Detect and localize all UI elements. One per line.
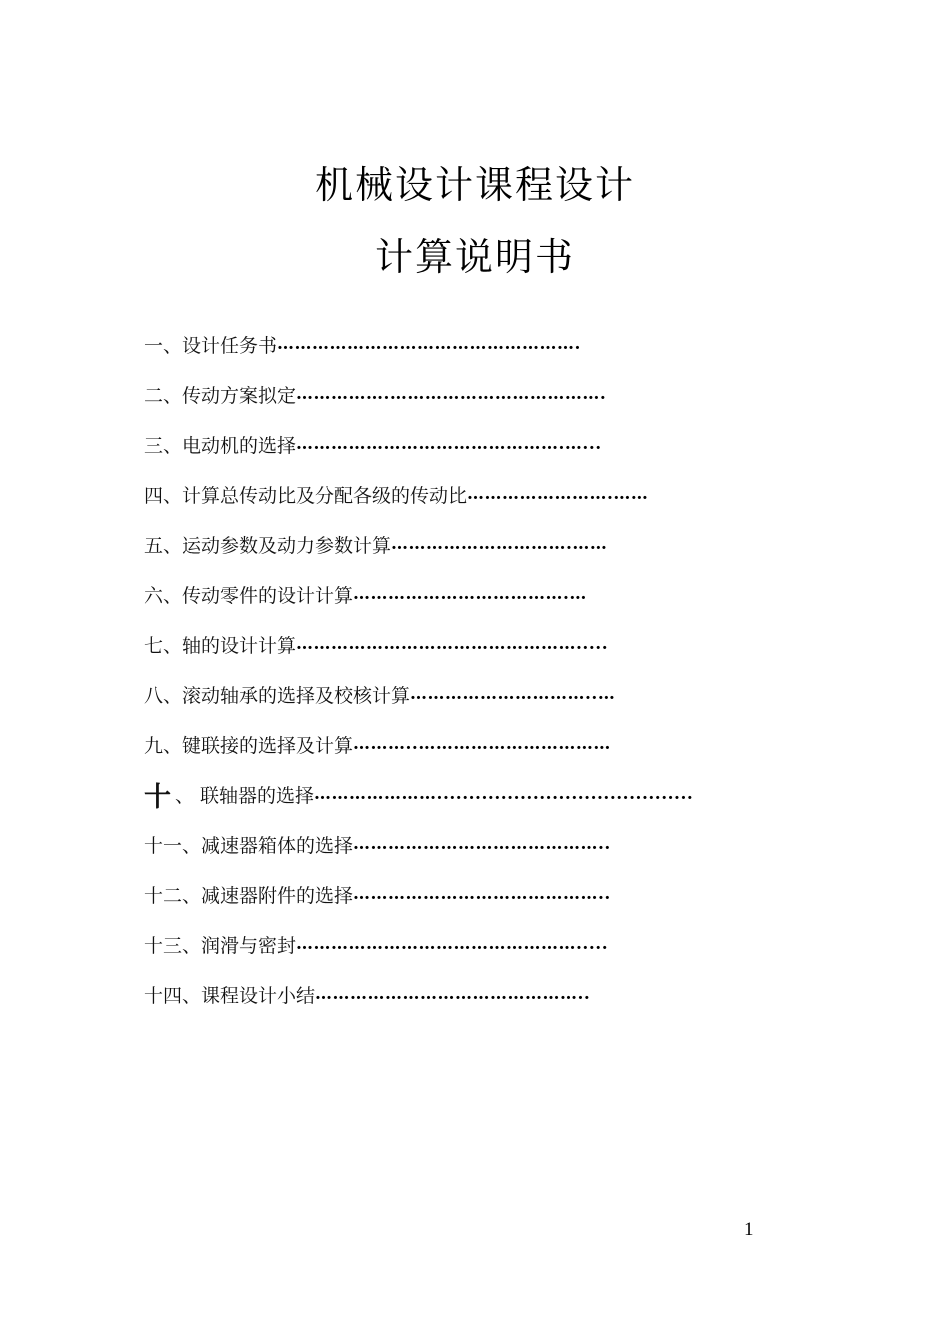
toc-item-13 — [144, 919, 724, 969]
toc-item-7 — [144, 619, 724, 669]
toc-item-label: 二、传动方案拟定 — [144, 384, 297, 407]
toc-leader-dots: …………………………………………..... — [296, 634, 609, 654]
toc-leader-dots: …………………………………………..... — [296, 934, 609, 954]
toc-item-label: 九、键联接的选择及计算 — [144, 734, 354, 757]
toc-item-10 — [144, 769, 724, 819]
toc-item-3 — [144, 419, 724, 469]
toc-item-12 — [144, 869, 724, 919]
toc-item-2 — [144, 369, 724, 419]
toc-leader-dots: ……………………………………………. — [277, 334, 581, 354]
toc-leader-dots: …………………........................................ — [314, 784, 694, 804]
toc-item-number: 十 — [144, 781, 171, 813]
toc-item-label: 三、电动机的选择 — [144, 434, 297, 457]
toc-leader-dots: …………….………………………………. — [296, 384, 607, 404]
toc-item-8 — [144, 669, 724, 719]
toc-item-label: 八、滚动轴承的选择及校核计算 — [144, 684, 411, 707]
toc-item-label: 十二、减速器附件的选择 — [144, 884, 354, 907]
toc-item-label: 十四、课程设计小结 — [144, 984, 316, 1007]
toc-item-label: 五、运动参数及动力参数计算 — [144, 534, 392, 557]
toc-item-label: 、 联轴器的选择 — [175, 784, 315, 807]
document-subtitle: 计算说明书 — [374, 235, 575, 279]
document-title: 机械设计课程设计 — [314, 163, 635, 207]
toc-item-label: 十一、减速器箱体的选择 — [144, 834, 354, 857]
toc-item-4 — [144, 469, 724, 519]
toc-item-1 — [144, 319, 724, 369]
toc-leader-dots: ……………………………………….. — [315, 984, 591, 1004]
toc-item-label: 六、传动零件的设计计算 — [144, 584, 354, 607]
toc-leader-dots: …………………………..… — [410, 684, 616, 704]
toc-item-label: 七、轴的设计计算 — [144, 634, 297, 657]
toc-item-label: 十三、润滑与密封 — [144, 934, 297, 957]
toc-leader-dots: ………………………….…… — [391, 534, 608, 554]
toc-leader-dots: …………………………………….. — [353, 884, 611, 904]
toc-item-9 — [144, 719, 724, 769]
toc-leader-dots: …………………….…… — [467, 484, 649, 504]
toc-item-label: 四、计算总传动比及分配各级的传动比 — [144, 484, 468, 507]
toc-leader-dots: ……………………………….… — [353, 584, 587, 604]
toc-item-6 — [144, 569, 724, 619]
table-of-contents — [144, 319, 724, 1019]
toc-item-5 — [144, 519, 724, 569]
toc-leader-dots: ………..…………………………… — [353, 734, 611, 754]
toc-leader-dots: …………………………………….. — [353, 834, 611, 854]
toc-leader-dots: ……………………………………….…... — [296, 434, 602, 454]
page-number: 1 — [744, 1219, 754, 1240]
toc-item-label: 一、设计任务书 — [144, 334, 278, 357]
toc-item-11 — [144, 819, 724, 869]
toc-item-14 — [144, 969, 724, 1019]
